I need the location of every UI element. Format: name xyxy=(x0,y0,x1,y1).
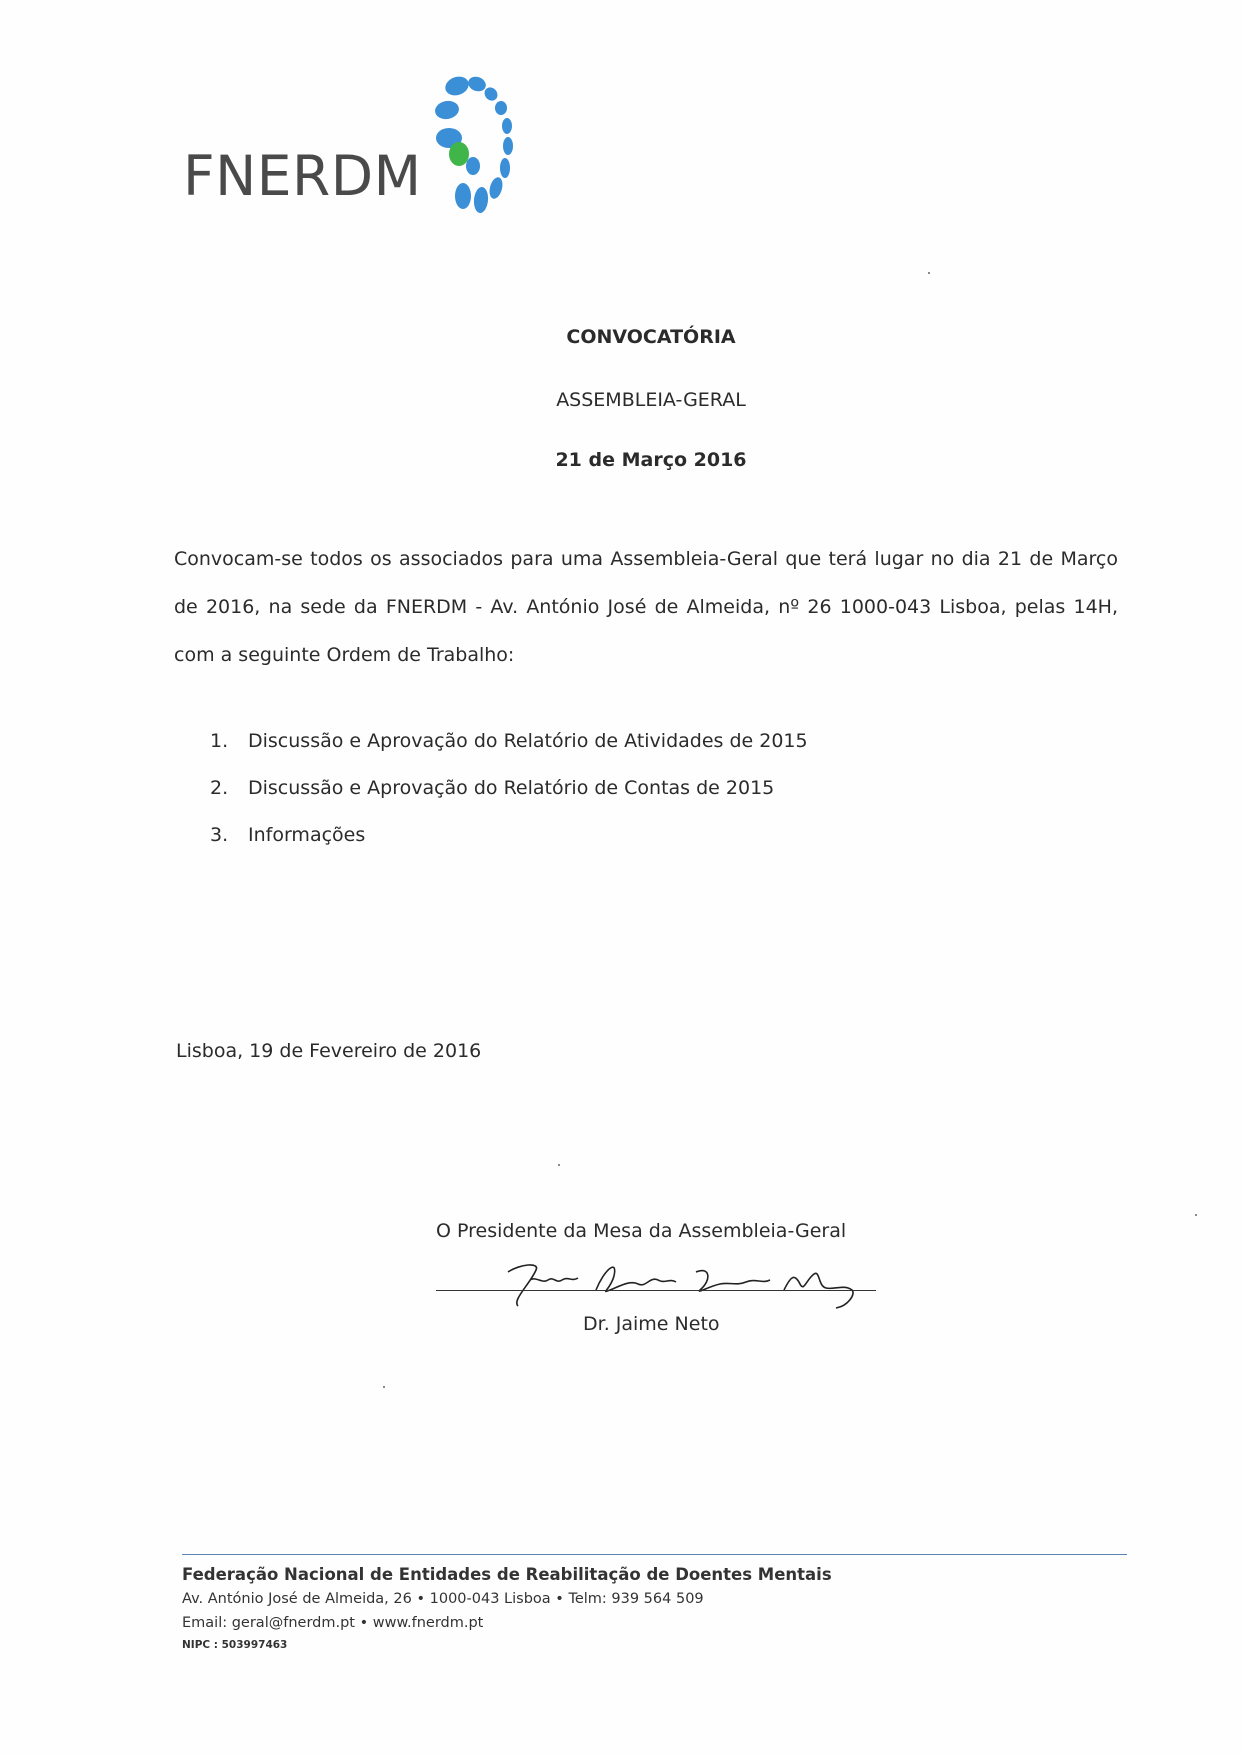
agenda-item xyxy=(210,718,808,765)
agenda-item-number: 1. xyxy=(210,730,229,752)
agenda-item-number: 3. xyxy=(210,824,229,846)
agenda-item xyxy=(210,812,808,859)
agenda-item xyxy=(210,765,808,812)
footer-nipc: NIPC : 503997463 xyxy=(182,1639,288,1651)
footer-divider xyxy=(182,1554,1127,1555)
agenda-list xyxy=(210,718,808,859)
fnerdm-logo xyxy=(183,70,543,230)
scan-speck xyxy=(1195,1214,1197,1216)
footer-contact: Email: geral@fnerdm.pt • www.fnerdm.pt xyxy=(182,1615,484,1631)
scan-speck xyxy=(928,272,930,274)
meeting-date: 21 de Março 2016 xyxy=(555,449,747,471)
footer-address: Av. António José de Almeida, 26 • 1000-043 Lisboa • Telm: 939 564 509 xyxy=(182,1591,704,1607)
document-title: CONVOCATÓRIA xyxy=(566,326,736,348)
agenda-item-text: Discussão e Aprovação do Relatório de Atividades de 2015 xyxy=(248,730,808,752)
handwritten-signature xyxy=(500,1250,880,1310)
signatory-name: Dr. Jaime Neto xyxy=(583,1313,720,1335)
place-and-date: Lisboa, 19 de Fevereiro de 2016 xyxy=(176,1040,482,1062)
scan-speck xyxy=(558,1164,560,1166)
agenda-item-text: Discussão e Aprovação do Relatório de Contas de 2015 xyxy=(248,777,775,799)
agenda-item-number: 2. xyxy=(210,777,229,799)
logo-wordmark: FNERDM xyxy=(183,144,422,208)
signatory-role: O Presidente da Mesa da Assembleia-Geral xyxy=(436,1220,847,1242)
signature-line xyxy=(436,1290,876,1291)
letterhead-footer xyxy=(182,1563,832,1655)
footer-organization: Federação Nacional de Entidades de Reabilitação de Doentes Mentais xyxy=(182,1565,832,1584)
document-subtitle: ASSEMBLEIA-GERAL xyxy=(556,389,746,411)
body-paragraph: Convocam-se todos os associados para uma Assembleia-Geral que terá lugar no dia 21 de Março de 2016, na sede da FNERDM - Av. António José de Almeida, nº 26 1000-043 Lisboa, pelas 14H, com a seguinte Ordem de Trabalho: xyxy=(174,548,1118,666)
scan-speck xyxy=(383,1386,385,1388)
agenda-item-text: Informações xyxy=(248,824,366,846)
logo-dots-mark xyxy=(413,70,543,230)
